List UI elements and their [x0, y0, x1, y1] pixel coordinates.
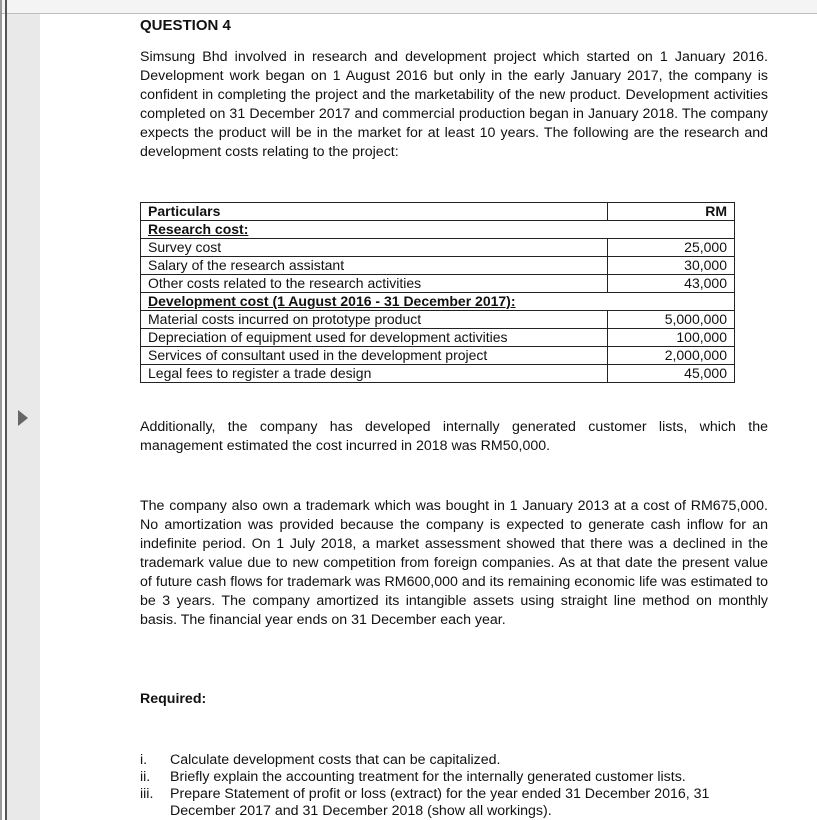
row-amount: 45,000: [608, 365, 735, 383]
item-number: iii.: [140, 786, 154, 802]
list-item: [140, 752, 768, 769]
section-row: [141, 293, 735, 311]
research-heading: Research cost:: [141, 221, 735, 239]
row-item: Material costs incurred on prototype product: [141, 311, 608, 329]
table-row: [141, 239, 735, 257]
row-amount: 5,000,000: [608, 311, 735, 329]
development-heading: Development cost (1 August 2016 - 31 December 2017):: [141, 293, 735, 311]
expand-triangle-icon[interactable]: [18, 410, 28, 426]
window-edge: [0, 0, 2, 820]
question-title: QUESTION 4: [140, 17, 231, 34]
section-row: [141, 221, 735, 239]
top-toolbar: [0, 0, 817, 14]
row-amount: 2,000,000: [608, 347, 735, 365]
table-header-row: [141, 203, 735, 221]
row-item: Other costs related to the research activities: [141, 275, 608, 293]
header-rm: RM: [608, 203, 735, 221]
row-item: Survey cost: [141, 239, 608, 257]
item-text: Prepare Statement of profit or loss (extract) for the year ended 31 December 2016, 31 December 2017 and 31 December 2018 (show all workings).: [170, 786, 710, 819]
customer-lists-paragraph: Additionally, the company has developed internally generated customer lists, which the management estimated the cost incurred in 2018 was RM50,000.: [140, 419, 768, 454]
table-row: [141, 257, 735, 275]
cost-table: [140, 202, 735, 383]
item-number: i.: [140, 752, 148, 768]
item-number: ii.: [140, 769, 151, 785]
required-label: Required:: [140, 691, 207, 707]
row-item: Services of consultant used in the development project: [141, 347, 608, 365]
row-amount: 100,000: [608, 329, 735, 347]
row-item: Legal fees to register a trade design: [141, 365, 608, 383]
row-item: Depreciation of equipment used for development activities: [141, 329, 608, 347]
row-amount: 25,000: [608, 239, 735, 257]
intro-paragraph: Simsung Bhd involved in research and development project which started on 1 January 2016. Development work began on 1 August 2016 but only in the early January 2017, the company is confident in completing the project and the marketability of the new product. Development activities completed on 31 December 2017 and commercial production began in January 2018. The company expects the product will be in the market for at least 10 years. The following are the research and development costs relating to the project:: [140, 49, 768, 160]
item-text: Calculate development costs that can be capitalized.: [170, 752, 501, 768]
item-text: Briefly explain the accounting treatment for the internally generated customer lists.: [170, 769, 686, 785]
header-particulars: Particulars: [141, 203, 608, 221]
table-row: [141, 275, 735, 293]
table-row: [141, 329, 735, 347]
row-amount: 43,000: [608, 275, 735, 293]
table-row: [141, 311, 735, 329]
row-item: Salary of the research assistant: [141, 257, 608, 275]
table-row: [141, 347, 735, 365]
table-row: [141, 365, 735, 383]
requirements-list: [140, 752, 768, 820]
trademark-paragraph: The company also own a trademark which was bought in 1 January 2013 at a cost of RM675,000. No amortization was provided because the company is expected to generate cash inflow for an indefinite period. On 1 July 2018, a market assessment showed that there was a declined in the trademark value due to new competition from foreign companies. As at that date the present value of future cash flows for trademark was RM600,000 and its remaining economic life was estimated to be 3 years. The company amortized its intangible assets using straight line method on monthly basis. The financial year ends on 31 December each year.: [140, 498, 768, 628]
row-amount: 30,000: [608, 257, 735, 275]
list-item: [140, 786, 768, 820]
list-item: [140, 769, 768, 786]
